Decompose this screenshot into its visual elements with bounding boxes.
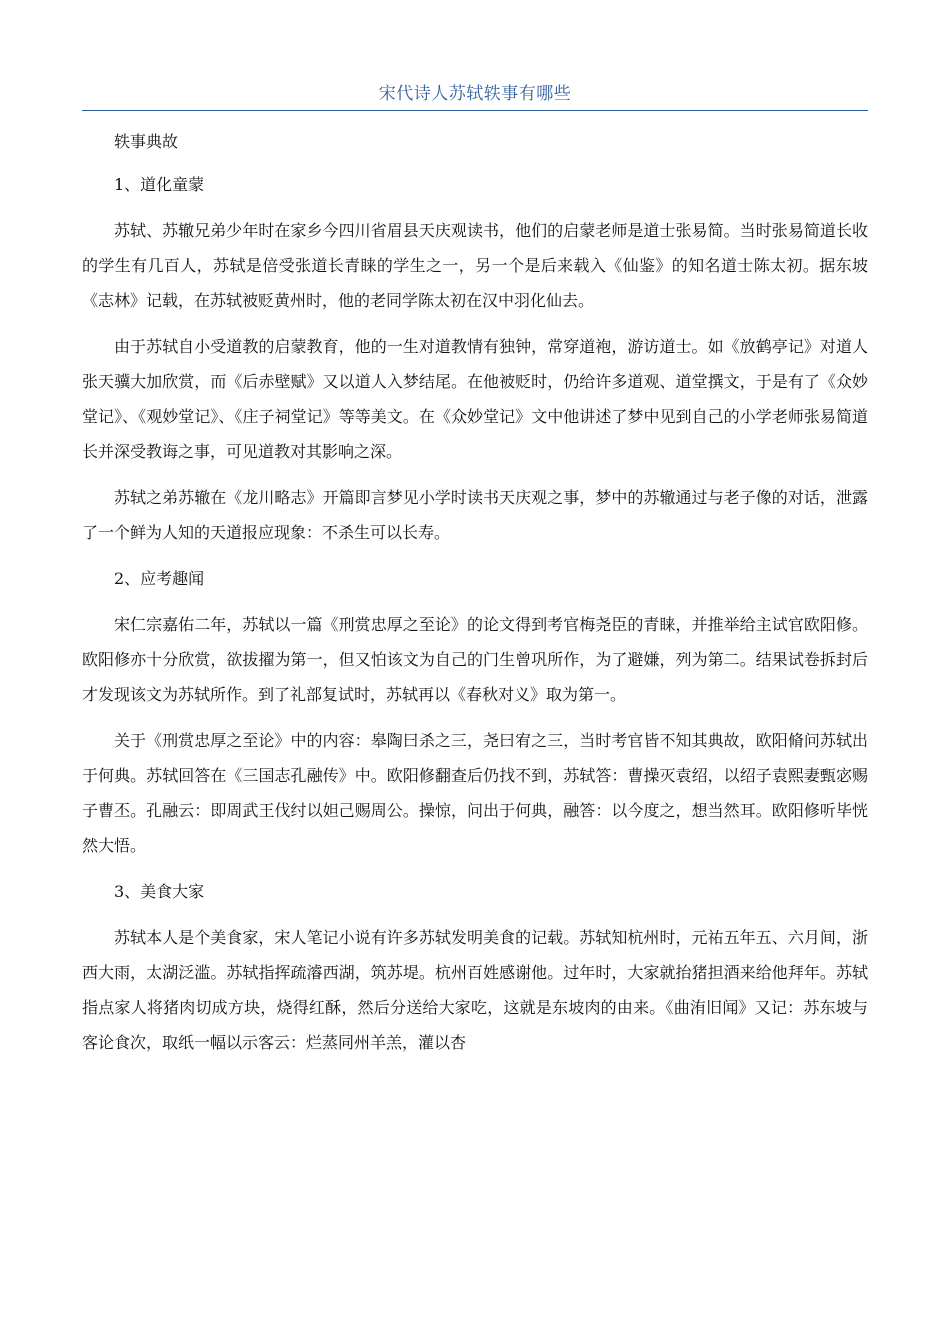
subheading-3: 3、美食大家 <box>114 882 205 901</box>
paragraph-4: 宋仁宗嘉佑二年，苏轼以一篇《刑赏忠厚之至论》的论文得到考官梅尧臣的青睐，并推举给主试官欧阳修。欧阳修亦十分欣赏，欲拔擢为第一，但又怕该文为自己的门生曾巩所作，为了避嫌，列为第二。结果试卷拆封后才发现该文为苏轼所作。到了礼部复试时，苏轼再以《春秋对义》取为第一。 <box>82 615 868 704</box>
paragraph-2: 由于苏轼自小受道教的启蒙教育，他的一生对道教情有独钟，常穿道袍，游访道士。如《放鹤亭记》对道人张天骥大加欣赏，而《后赤壁赋》又以道人入梦结尾。在他被贬时，仍给许多道观、道堂撰文，于是有了《众妙堂记》、《观妙堂记》、《庄子祠堂记》等等美文。在《众妙堂记》文中他讲述了梦中见到自己的小学老师张易简道长并深受教诲之事，可见道教对其影响之深。 <box>82 337 868 461</box>
paragraph-6: 苏轼本人是个美食家，宋人笔记小说有许多苏轼发明美食的记载。苏轼知杭州时，元祐五年五、六月间，浙西大雨，太湖泛滥。苏轼指挥疏濬西湖，筑苏堤。杭州百姓感谢他。过年时，大家就抬猪担酒来给他拜年。苏轼指点家人将猪肉切成方块，烧得红酥，然后分送给大家吃，这就是东坡肉的由来。《曲洧旧闻》又记：苏东坡与客论食次，取纸一幅以示客云：烂蒸同州羊羔，灌以杏 <box>82 928 868 1052</box>
page-header <box>82 80 868 111</box>
paragraph-3: 苏轼之弟苏辙在《龙川略志》开篇即言梦见小学时读书天庆观之事，梦中的苏辙通过与老子像的对话，泄露了一个鲜为人知的天道报应现象：不杀生可以长寿。 <box>82 488 868 542</box>
subheading-2: 2、应考趣闻 <box>114 569 205 588</box>
document-body <box>82 124 868 1060</box>
paragraph-1: 苏轼、苏辙兄弟少年时在家乡今四川省眉县天庆观读书，他们的启蒙老师是道士张易简。当时张易简道长收的学生有几百人，苏轼是倍受张道长青睐的学生之一，另一个是后来载入《仙鉴》的知名道士陈太初。据东坡《志林》记载，在苏轼被贬黄州时，他的老同学陈太初在汉中羽化仙去。 <box>82 221 868 310</box>
subheading-1: 1、道化童蒙 <box>114 175 205 194</box>
document-title: 宋代诗人苏轼轶事有哪些 <box>378 84 572 104</box>
paragraph-5: 关于《刑赏忠厚之至论》中的内容：皋陶曰杀之三，尧曰宥之三，当时考官皆不知其典故，欧阳脩问苏轼出于何典。苏轼回答在《三国志孔融传》中。欧阳修翻查后仍找不到，苏轼答：曹操灭袁绍，以绍子袁熙妻甄宓赐子曹丕。孔融云：即周武王伐纣以妲己赐周公。操惊，问出于何典，融答：以今度之，想当然耳。欧阳修听毕恍然大悟。 <box>82 731 868 855</box>
section-label: 轶事典故 <box>114 132 179 151</box>
